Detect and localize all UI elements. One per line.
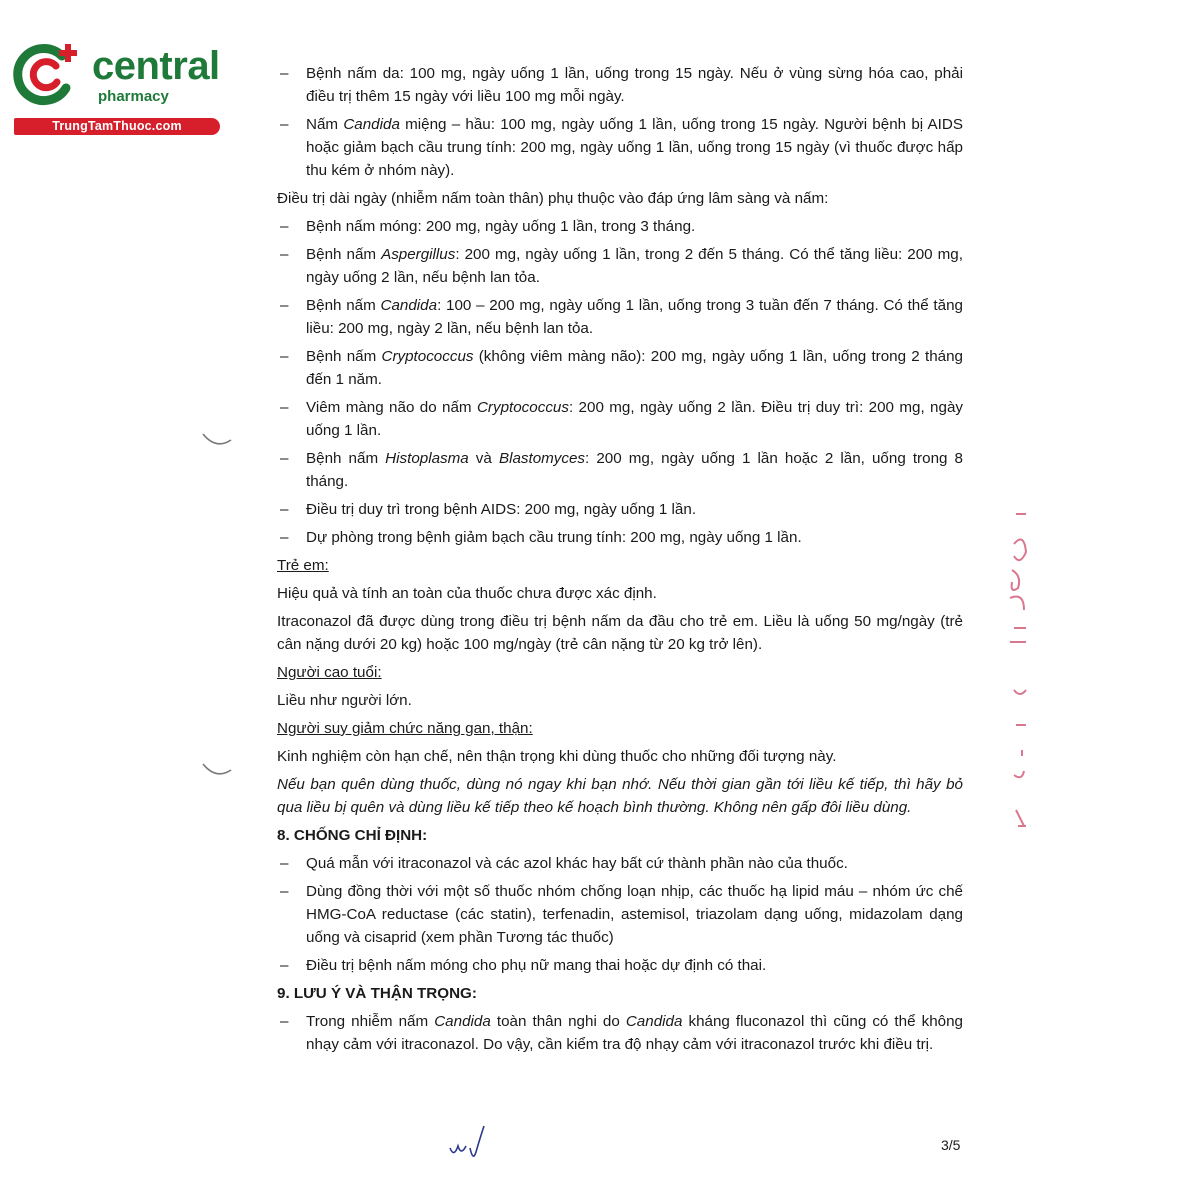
list-item: – Nấm Candida miệng – hầu: 100 mg, ngày uống 1 lần, uống trong 15 ngày. Người bệnh bị AIDS hoặc giảm bạch cầu trung tính: 200 mg, ngày uống 1 lần, uống trong 15 ngày (vì thuốc được hấp thu kém ở nhóm này). [280, 116, 963, 179]
children-heading: Trẻ em: [277, 557, 329, 574]
punch-hole-mark [200, 760, 234, 780]
section-title-precautions: 9. LƯU Ý VÀ THẬN TRỌNG: [277, 985, 477, 1002]
list-item: – Điều trị duy trì trong bệnh AIDS: 200 mg, ngày uống 1 lần. [280, 501, 697, 518]
section-title-contraindications: 8. CHỐNG CHỈ ĐỊNH: [277, 827, 428, 844]
children-paragraph: Itraconazol đã được dùng trong điều trị bệnh nấm da đầu cho trẻ em. Liều là uống 50 mg/ngày (trẻ cân nặng dưới 20 kg) hoặc 100 mg/ngày (trẻ cân nặng từ 20 kg trở lên). [277, 613, 963, 653]
list-item: – Điều trị bệnh nấm móng cho phụ nữ mang thai hoặc dự định có thai. [280, 957, 767, 974]
logo-wordmark: central [92, 44, 220, 88]
long-term-intro: Điều trị dài ngày (nhiễm nấm toàn thân) phụ thuộc vào đáp ứng lâm sàng và nấm: [277, 190, 829, 207]
partial-stamp [1000, 510, 1030, 840]
logo-subtitle: pharmacy [98, 88, 169, 105]
list-item: – Dự phòng trong bệnh giảm bạch cầu trung tính: 200 mg, ngày uống 1 lần. [280, 529, 802, 546]
missed-dose-note: Nếu bạn quên dùng thuốc, dùng nó ngay khi bạn nhớ. Nếu thời gian gần tới liều kế tiếp, thì hãy bỏ qua liều bị quên và dùng liều kế tiếp theo kế hoạch bình thường. Không nên gấp đôi liều dùng. [277, 776, 963, 816]
renal-paragraph: Kinh nghiệm còn hạn chế, nên thận trọng khi dùng thuốc cho những đối tượng này. [277, 748, 837, 765]
list-item: – Bệnh nấm Candida: 100 – 200 mg, ngày uống 1 lần, uống trong 3 tuần đến 7 tháng. Có thể tăng liều: 200 mg, ngày 2 lần, nếu bệnh lan tỏa. [280, 297, 963, 337]
list-item: – Bệnh nấm Cryptococcus (không viêm màng não): 200 mg, ngày uống 1 lần, uống trong 2 tháng đến 1 năm. [280, 348, 963, 388]
elderly-heading: Người cao tuổi: [277, 664, 382, 681]
page-number: 3/5 [941, 1137, 961, 1153]
logo-website[interactable]: TrungTamThuoc.com [14, 118, 220, 135]
pharmacy-cross-logo-icon [10, 38, 82, 110]
list-item: – Quá mẫn với itraconazol và các azol khác hay bất cứ thành phần nào của thuốc. [280, 855, 848, 872]
list-item: – Bệnh nấm Aspergillus: 200 mg, ngày uống 1 lần, trong 2 đến 5 tháng. Có thể tăng liều: 200 mg, ngày uống 2 lần, nếu bệnh lan tỏa. [280, 246, 963, 286]
punch-hole-mark [200, 430, 234, 450]
list-item: – Bệnh nấm móng: 200 mg, ngày uống 1 lần, trong 3 tháng. [280, 218, 696, 235]
list-item: – Bệnh nấm da: 100 mg, ngày uống 1 lần, uống trong 15 ngày. Nếu ở vùng sừng hóa cao, phải điều trị thêm 15 ngày với liều 100 mg mỗi ngày. [280, 65, 963, 105]
handwritten-initials [446, 1122, 486, 1166]
elderly-paragraph: Liều như người lớn. [277, 692, 412, 709]
list-item: – Dùng đồng thời với một số thuốc nhóm chống loạn nhịp, các thuốc hạ lipid máu – nhóm ức chế HMG-CoA reductase (các statin), terfenadin, astemisol, triazolam dạng uống, midazolam dạng uống và cisaprid (xem phần Tương tác thuốc) [280, 883, 963, 946]
document-body [277, 62, 963, 1061]
children-paragraph: Hiệu quả và tính an toàn của thuốc chưa được xác định. [277, 585, 657, 602]
list-item: – Viêm màng não do nấm Cryptococcus: 200 mg, ngày uống 2 lần. Điều trị duy trì: 200 mg, ngày uống 1 lần. [280, 399, 963, 439]
renal-heading: Người suy giảm chức năng gan, thận: [277, 720, 533, 737]
list-item: – Bệnh nấm Histoplasma và Blastomyces: 200 mg, ngày uống 1 lần hoặc 2 lần, uống trong 8 tháng. [280, 450, 963, 490]
central-pharmacy-logo[interactable] [10, 38, 225, 138]
list-item: – Trong nhiễm nấm Candida toàn thân nghi do Candida kháng fluconazol thì cũng có thể không nhạy cảm với itraconazol. Do vậy, cần kiểm tra độ nhạy cảm với itraconazol trước khi điều trị. [280, 1013, 963, 1053]
